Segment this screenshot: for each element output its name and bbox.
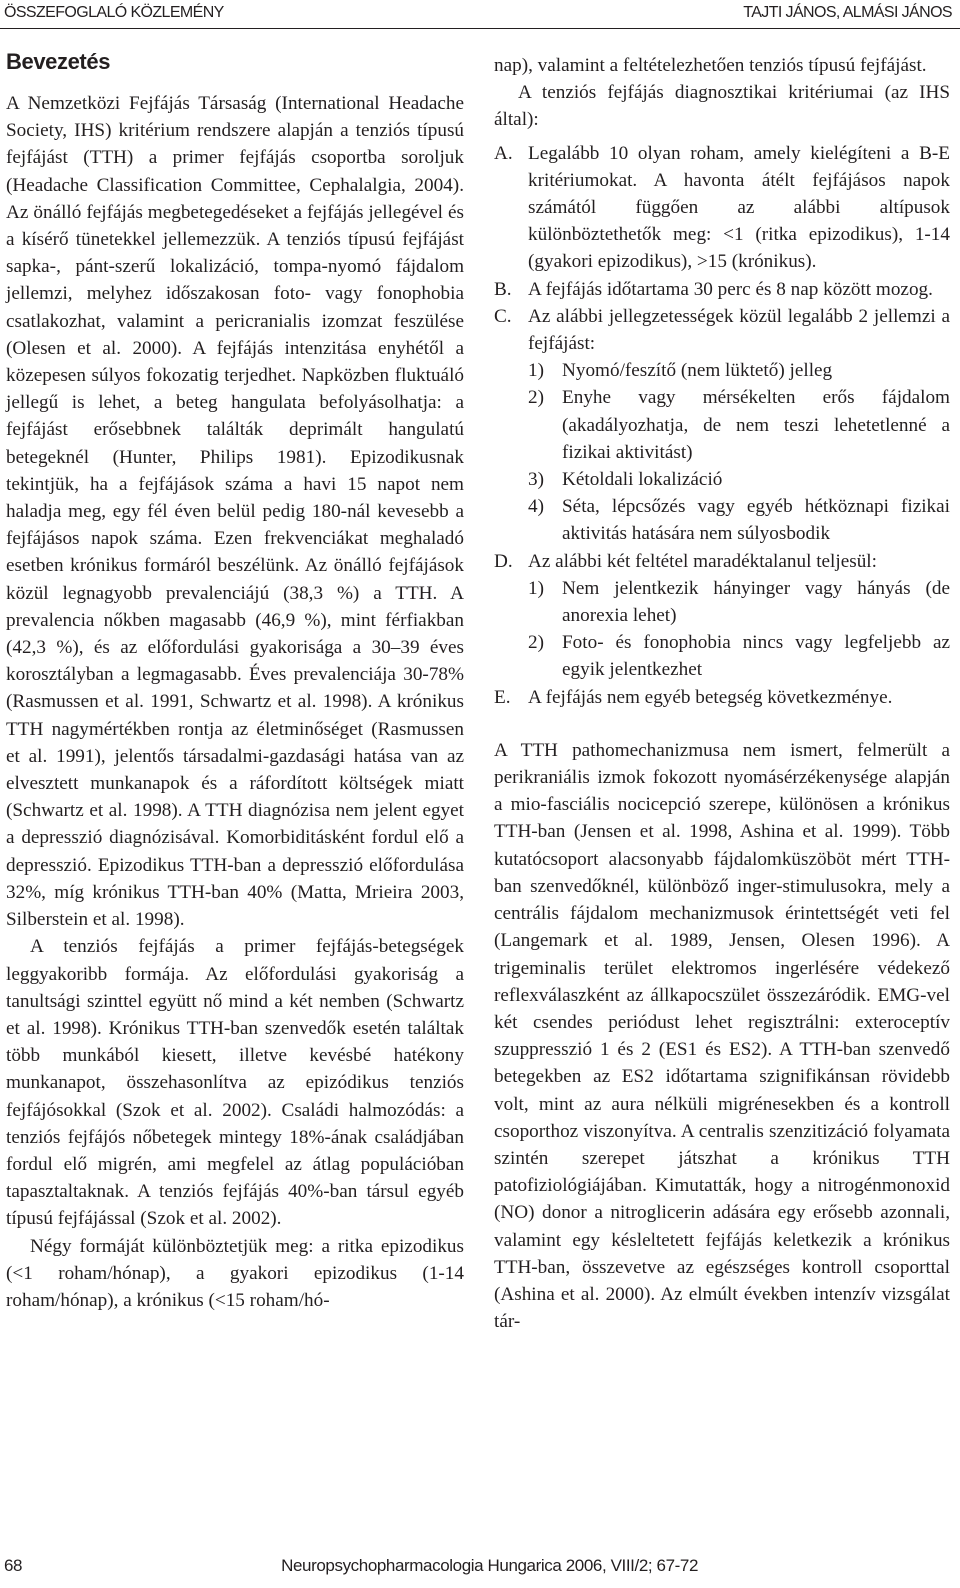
right-column <box>494 52 950 1335</box>
criteria-list <box>494 140 950 711</box>
criterion-marker: E. <box>494 686 511 708</box>
sub-criterion-text: Foto- és fonophobia nincs vagy legfeljebb az egyik jelentkezhet <box>562 632 950 681</box>
journal-citation: Neuropsychopharmacologia Hungarica 2006, VIII/2; 67-72 <box>281 1556 698 1575</box>
criterion-item <box>494 548 950 684</box>
criterion-text: Legalább 10 olyan roham, amely kielégíteni a B-E kritériumokat. A havonta átélt fejfájásos napok számától függően az alábbi altípusok különböztethetők meg: <1 (ritka epizodikus), 1-14 (gyakori epizodikus), >15 (krónikus). <box>528 142 950 273</box>
sub-criterion-text: Kétoldali lokalizáció <box>562 469 723 491</box>
section-title: Bevezetés <box>6 49 111 74</box>
sub-criterion-marker: 2) <box>528 387 544 409</box>
sub-criterion-marker: 4) <box>528 496 544 518</box>
criterion-marker: D. <box>494 550 513 572</box>
running-header <box>0 0 960 36</box>
criterion-text: A fejfájás nem egyéb betegség következménye. <box>528 686 893 708</box>
body-paragraph: A Nemzetközi Fejfájás Társaság (International Headache Society, IHS) kritérium rendszere alapján a tenziós típusú fejfájást (TTH) a primer fejfájás csoportba soroljuk (Headache Classification Committee, Cephalalgia, 2004). Az önálló fejfájás megbetegedéseket a fejfájás jellegével és a kísérő tünetekkel jellemezzük. A tenziós típusú fejfájást sapka-, pánt-szerű lokalizáció, tompa-nyomó fájdalom jellemzi, melyhez időszakosan foto- vagy fonophobia csatlakozhat, valamint a pericranialis izomzat feszülése (Olesen et al. 2000). A fejfájás intenzitása enyhétől a közepesen súlyos fokozatig terjedhet. Napközben fluktuáló jellegű is lehet, a beteg hangulata befolyásolhatja: a fejfájást erősebbnek találták deprimált hangulatú betegeknél (Hunter, Philips 1981). Epizodikusnak tekintjük, ha a fejfájások száma a havi 15 napot nem haladja meg, egy fél éven belül pedig 180-nál kevesebb a fejfájásos napok száma. Ezen frekvenciákat meghaladó esetben krónikus formáról beszélünk. Az önálló fejfájások közül legnagyobb prevalenciájú (38,3 %) a TTH. A prevalencia nőkben magasabb (46,9 %), mint férfiakban (42,3 %), és az előfordulási gyakorisága a 30–39 éves korosztályban a legmagasabb. Éves prevalenciája 30-78% (Rasmussen et al. 1991, Schwartz et al. 1998). A krónikus TTH nagymértékben rontja az életminőséget (Rasmussen et al. 1991), jelentős társadalmi-gazdasági hatása van az elvesztett munkanapok és a ráfordított költségek miatt (Schwartz et al. 1998). A TTH diagnózisa nem jelent egyet a depresszió diagnózisával. Komorbiditásként fordul elő a depresszió. Epizodikus TTH-ban a depresszió előfordulása 32%, míg krónikus TTH-ban 40% (Matta, Mrieira 2003, Silberstein et al. 1998). <box>6 93 464 931</box>
criterion-item <box>494 303 950 548</box>
criterion-marker: A. <box>494 142 513 164</box>
paragraph-spacer <box>494 711 950 737</box>
criterion-item <box>494 140 950 276</box>
sub-criterion-item <box>528 493 950 547</box>
sub-criterion-item <box>528 466 950 493</box>
left-column <box>6 44 464 1314</box>
criterion-item <box>494 276 950 303</box>
body-paragraph: A TTH pathomechanizmusa nem ismert, felmerült a perikraniális izmok fokozott nyomásérzékenysége alapján a mio-fasciális nocicepció szerepe, különösen a krónikus TTH-ban (Jensen et al. 1998, Ashina et al. 1999). Több kutatócsoport alacsonyabb fájdalomküszöböt mért TTH-ban szenvedőknél, különböző inger-stimulusokra, mely a centrális fájdalom mechanizmusok érintettségét veti fel (Langemark et al. 1989, Jensen, Olesen 1996). A trigeminalis terület elektromos ingerlésére védekező reflexválaszként az állkapocszület összezáródik. EMG-vel két csendes periódust lehet regisztrálni: exteroceptív szuppresszió 1 és 2 (ES1 és ES2). A TTH-ban szenvedő betegekben az ES2 időtartama szignifikánsan rövidebb volt, mint az aura nélküli migrénesekben és a kontroll csoporthoz viszonyítva. A centralis szenzitizáció folyamata szintén szerepet játszhat a krónikus TTH patofiziológiájában. Kimutatták, hogy a nitrogénmonoxid (NO) donor a nitroglicerin adására egy erősebb azonnali, valamint egy késleltetett fejfájás keletkezik a krónikus TTH-ban, összevetve az egészséges kontroll csoporttal (Ashina et al. 2000). Az elmúlt években intenzív vizsgálat tár- <box>494 739 950 1333</box>
criterion-text: Az alábbi jellegzetességek közül legalább 2 jellemzi a fejfájást: <box>528 305 950 355</box>
sub-criterion-marker: 3) <box>528 469 544 491</box>
sub-criterion-text: Nyomó/feszítő (nem lüktető) jelleg <box>562 360 833 382</box>
sub-criterion-marker: 1) <box>528 360 544 382</box>
sub-criterion-item <box>528 384 950 466</box>
sub-criterion-marker: 2) <box>528 632 544 654</box>
authors-label: TAJTI JÁNOS, ALMÁSI JÁNOS <box>743 4 952 21</box>
continued-paragraph: nap), valamint a feltételezhetően tenziós típusú fejfájást. <box>494 55 927 76</box>
criteria-intro: A tenziós fejfájás diagnosztikai kritériumai (az IHS által): <box>494 82 950 131</box>
sub-criterion-item <box>528 357 950 384</box>
sub-criteria-list <box>528 575 950 684</box>
sub-criterion-text: Séta, lépcsőzés vagy egyéb hétköznapi fizikai aktivitás hatására nem súlyosbodik <box>562 496 950 545</box>
sub-criterion-item <box>528 575 950 629</box>
article-type-label: ÖSSZEFOGLALÓ KÖZLEMÉNY <box>4 4 224 21</box>
criterion-text: Az alábbi két feltétel maradéktalanul teljesül: <box>528 550 877 572</box>
criterion-text: A fejfájás időtartama 30 perc és 8 nap között mozog. <box>528 278 933 300</box>
sub-criterion-marker: 1) <box>528 577 544 599</box>
sub-criterion-text: Nem jelentkezik hányinger vagy hányás (de anorexia lehet) <box>562 577 950 627</box>
body-paragraph: A tenziós fejfájás a primer fejfájás-betegségek leggyakoribb formája. Az előfordulási gyakoriság a tanultsági szinttel együtt nő mind a két nemben (Schwartz et al. 1998). Krónikus TTH-ban szenvedők esetén találtak több munkából kiesett, illetve kevésbé hatékony munkanapot, összehasonlítva az epizódikus tenziós fejfájósokkal (Szok et al. 2002). Családi halmozódás: a tenziós fejfájós nőbetegek mintegy 18%-ának családjában fordul elő migrén, ami megfelel az átlag populációban tapasztaltaknak. A tenziós fejfájás 40%-ban társul egyéb típusú fejfájással (Szok et al. 2002). <box>6 936 464 1230</box>
criterion-marker: C. <box>494 305 512 327</box>
sub-criterion-item <box>528 629 950 683</box>
body-paragraph: Négy formáját különböztetjük meg: a ritka epizodikus (<1 roham/hónap), a gyakori epizodikus (1-14 roham/hónap), a krónikus (<15 roham/hó- <box>6 1235 464 1311</box>
criterion-item <box>494 684 950 711</box>
page-number: 68 <box>4 1556 23 1575</box>
criterion-marker: B. <box>494 278 512 300</box>
header-rule <box>0 28 960 29</box>
sub-criterion-text: Enyhe vagy mérsékelten erős fájdalom (akadályozhatja, de nem teszi lehetetlenné a fizikai aktivitást) <box>562 387 950 463</box>
sub-criteria-list <box>528 357 950 547</box>
